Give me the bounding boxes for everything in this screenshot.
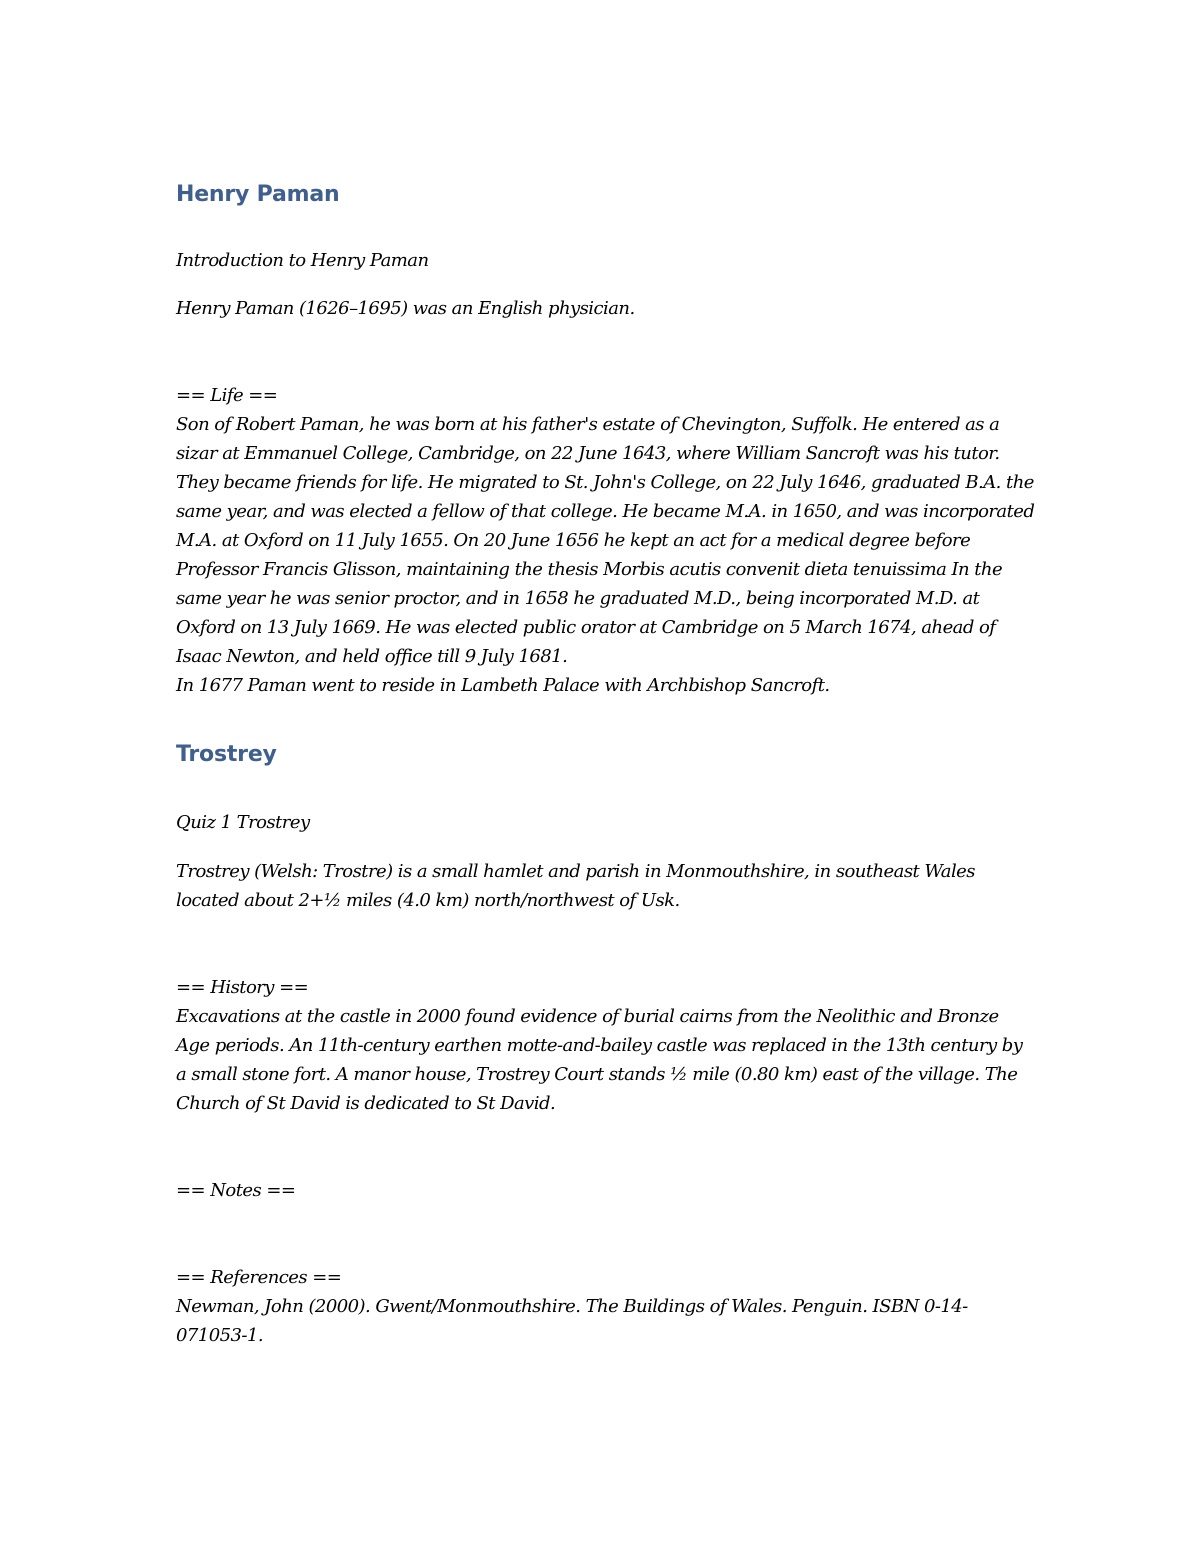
section-intro: Henry Paman (1626–1695) was an English physician.	[176, 298, 635, 319]
section-subtitle: Quiz 1 Trostrey	[176, 812, 310, 833]
section-subtitle: Introduction to Henry Paman	[176, 250, 429, 271]
life-section-text: == Life == Son of Robert Paman, he was born at his father's estate of Chevington, Suffolk. He entered as a sizar at Emmanuel College, Cambridge, on 22 June 1643, where William Sancroft was his tutor. They became friends for life. He migrated to St. John's College, on 22 July 1646, graduated B.A. the same year, and was elected a fellow of that college. He became M.A. in 1650, and was incorporated M.A. at Oxford on 11 July 1655. On 20 June 1656 he kept an act for a medical degree before Professor Francis Glisson, maintaining the thesis Morbis acutis convenit dieta tenuissima In the same year he was senior proctor, and in 1658 he graduated M.D., being incorporated M.D. at Oxford on 13 July 1669. He was elected public orator at Cambridge on 5 March 1674, ahead of Isaac Newton, and held office till 9 July 1681. In 1677 Paman went to reside in Lambeth Palace with Archbishop Sancroft.	[176, 385, 1035, 696]
section-intro: Trostrey (Welsh: Trostre) is a small hamlet and parish in Monmouthshire, in southeast Wales located about 2+½ miles (4.0 km) north/northwest of Usk.	[176, 861, 975, 911]
notes-heading: == Notes ==	[176, 1180, 296, 1201]
document-page	[176, 176, 1036, 1350]
section-heading-trostrey: Trostrey	[176, 742, 277, 767]
history-section-text: == History == Excavations at the castle in 2000 found evidence of burial cairns from the Neolithic and Bronze Age periods. An 11th-century earthen motte-and-bailey castle was replaced in the 13th century by a small stone fort. A manor house, Trostrey Court stands ½ mile (0.80 km) east of the village. The Church of St David is dedicated to St David.	[176, 977, 1023, 1114]
section-heading-henry-paman: Henry Paman	[176, 182, 340, 207]
references-section-text: == References == Newman, John (2000). Gwent/Monmouthshire. The Buildings of Wales. Penguin. ISBN 0-14-071053-1.	[176, 1267, 968, 1346]
